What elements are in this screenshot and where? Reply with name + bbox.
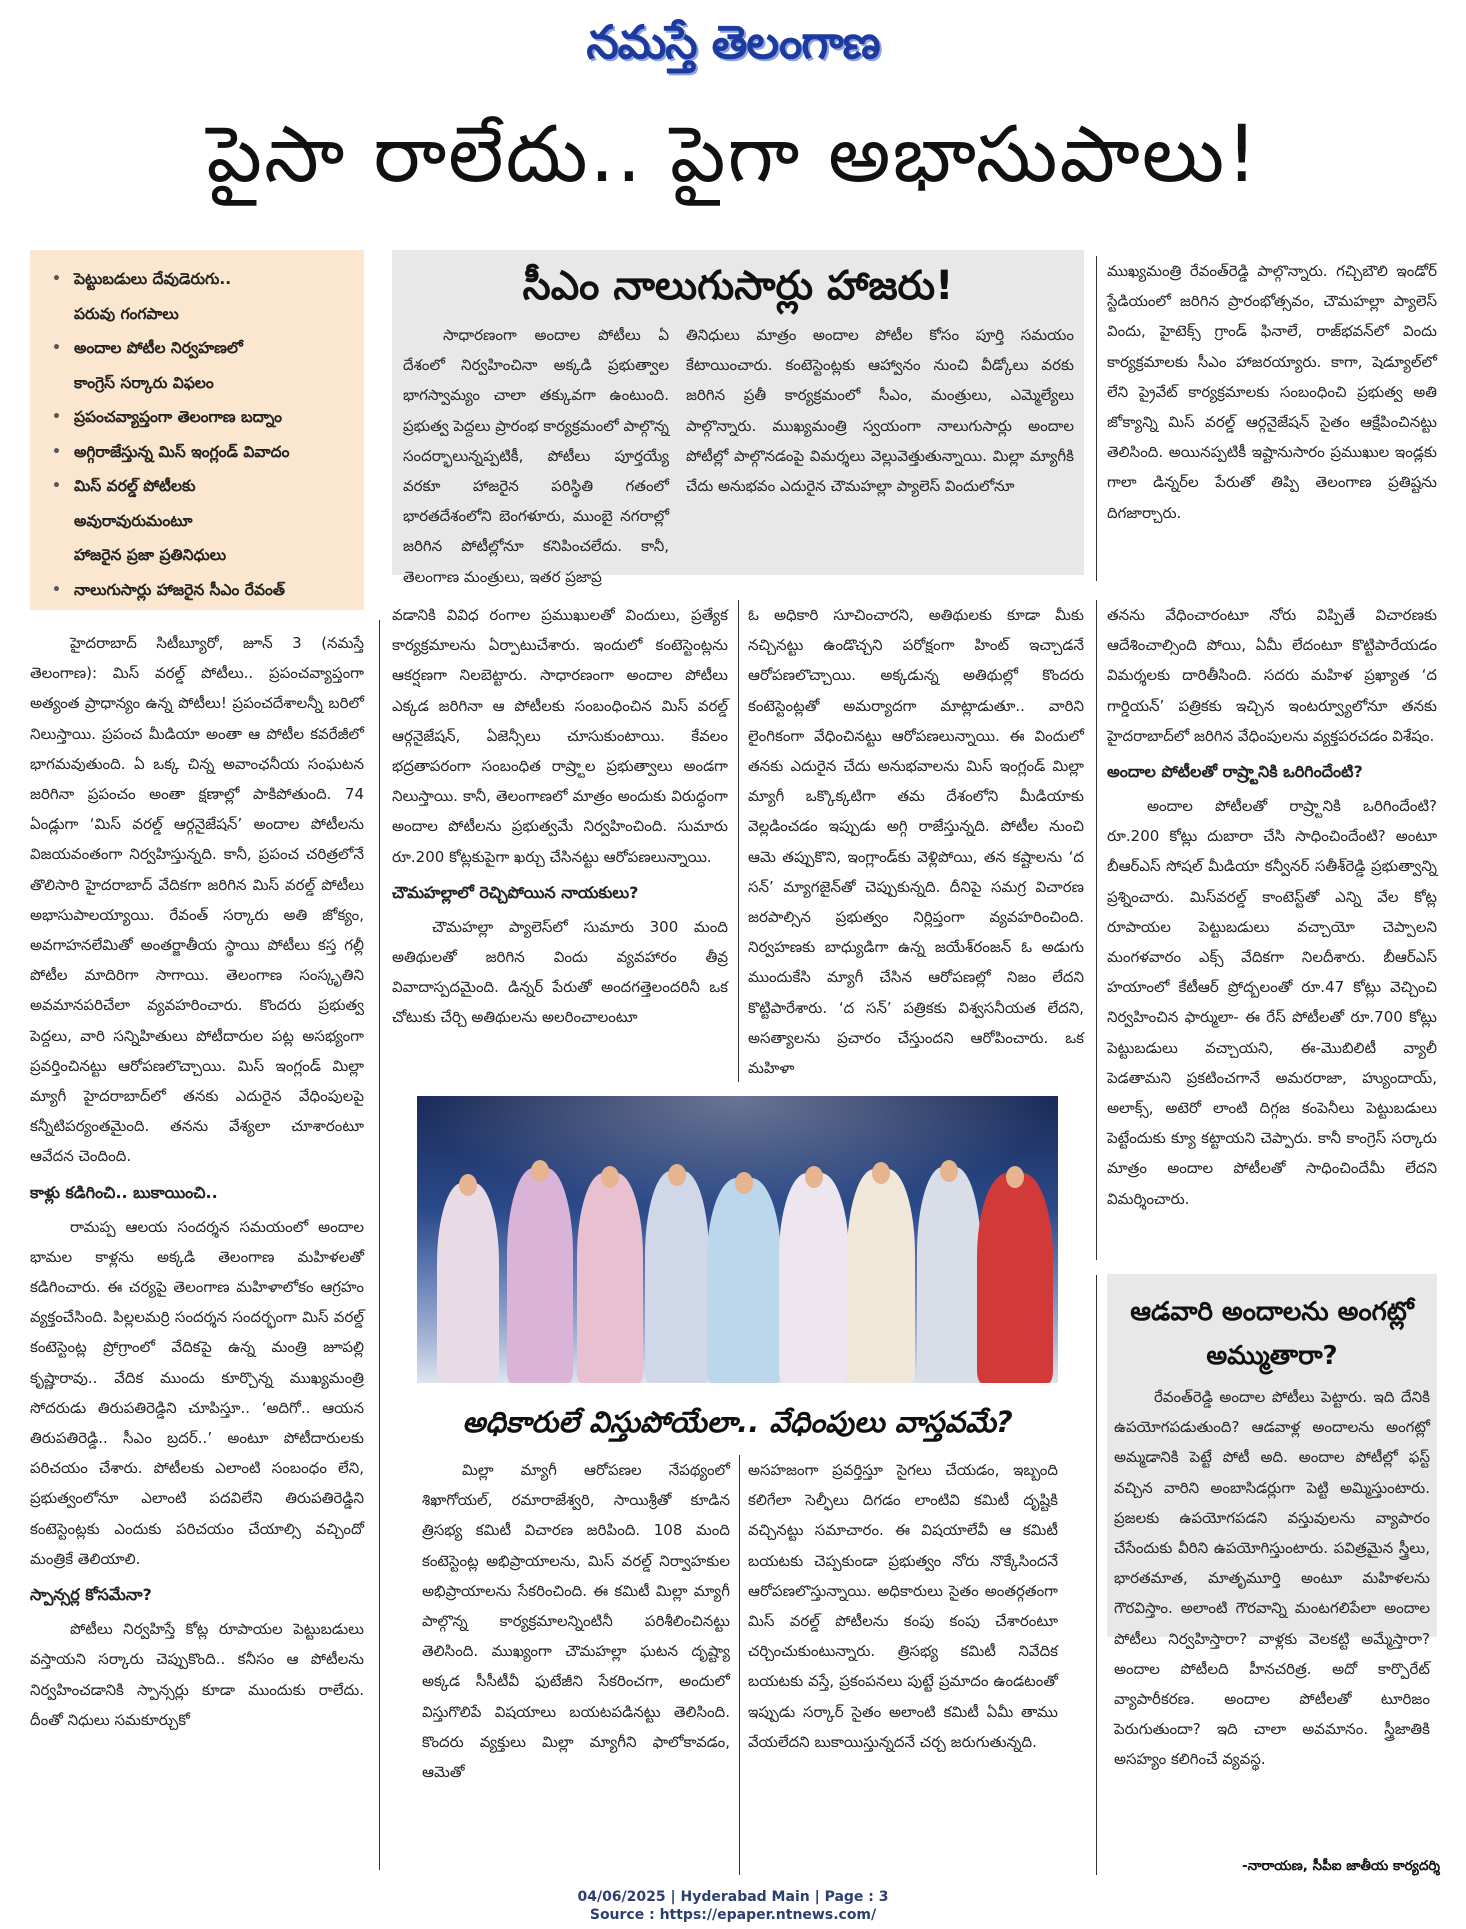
column-rule [379, 620, 380, 1870]
masthead [0, 6, 1466, 78]
top-column-2 [686, 320, 1074, 568]
contestant-head [1006, 1166, 1024, 1188]
middle-column-1 [392, 600, 728, 1082]
column-rule [1096, 256, 1097, 581]
contestant-figure [977, 1173, 1053, 1383]
footer-source-line: Source : https://epaper.ntnews.com/ [589, 1907, 877, 1923]
highlight-text: నాలుగుసార్లు హాజరైన సీఎం రేవంత్ [74, 580, 285, 599]
highlight-item [44, 400, 356, 435]
right-column-para-1: తనను వేధించారంటూ నోరు విప్పితే విచారణకు ఆదేశించాల్సింది పోయి, ఏమీ లేదంటూ కొట్టిపారేయడం విమర్శలకు దారితీసింది. సదరు మహిళ ప్రఖ్యాత ‘ద గార్డియన్’ పత్రికకు ఇచ్చిన ఇంటర్వ్యూలోనూ తనకు హైదరాబాద్‌లో జరిగిన వేధింపులను వ్యక్తపరచడం విశేషం. [1107, 606, 1437, 745]
middle-column-1-para-1: వడానికి వివిధ రంగాల ప్రముఖులతో విందులు, ప్రత్యేక కార్యక్రమాలను ఏర్పాటుచేశారు. ఇందులో కంటెస్టెంట్లను ఆకర్షణగా నిలబెట్టారు. సాధారణంగా అందాల పోటీలు ఎక్కడ జరిగినా ఆ పోటీలకు సంబంధించిన మిస్ వరల్డ్ ఆర్గనైజేషన్, ఏజెన్సీలు చూసుకుంటాయి. కేవలం భద్రతాపరంగా సంబంధిత రాష్ర్టాల ప్రభుత్వాలు అండగా నిలుస్తాయి. కానీ, తెలంగాణలో మాత్రం అందుకు విరుద్ధంగా అందాల పోటీలను ప్రభుత్వమే నిర్వహించింది. సుమారు రూ.200 కోట్లకుపైగా ఖర్చు చేసినట్టు ఆరోపణలున్నాయి. [392, 606, 728, 866]
top-column-1-text: సాధారణంగా అందాల పోటీలు ఏ దేశంలో నిర్వహించినా అక్కడి ప్రభుత్వాల భాగస్వామ్యం చాలా తక్కువగా ఉంటుంది. ప్రభుత్వ పెద్దలు ప్రారంభ కార్యక్రమంలో పాల్గొన్న సందర్భాలున్నప్పటికీ, పోటీలు పూర్తయ్యే వరకూ హాజరైన పరిస్థితి గతంలో భారతదేశంలోని బెంగళూరు, ముంబై నగరాల్లో జరిగిన పోటీల్లోనూ కనిపించలేదు. కానీ, తెలంగాణ మంత్రులు, ఇతర ప్రజాప్ర [403, 326, 669, 586]
bullet-icon: • [52, 340, 61, 356]
highlight-text: పరువు గంగపాలు [74, 304, 179, 323]
highlight-text: అగ్గిరాజేస్తున్న మిస్ ఇంగ్లండ్ వివాదం [74, 442, 290, 461]
left-column-subhead-2: కాళ్లు కడిగించి.. బుకాయించి.. [30, 1182, 218, 1202]
quote-signature: -నారాయణ, సీపీఐ జాతీయ కార్యదర్శి [1242, 1858, 1440, 1874]
bullet-icon: • [52, 409, 61, 425]
highlight-item [44, 573, 356, 608]
highlight-item [44, 469, 356, 504]
right-column-para-2: అందాల పోటీలతో రాష్ర్టానికి ఒరిగిందేంటి? రూ.200 కోట్లు దుబారా చేసి సాధించిందేంటి? అంటూ బీఆర్ఎస్ సోషల్ మీడియా కన్వీనర్ సతీశ్‌రెడ్డి ప్రభుత్వాన్ని ప్రశ్నించారు. మిస్‌వరల్డ్ కాంటెస్ట్‌తో ఎన్ని వేల కోట్ల రూపాయల పెట్టుబడులు వచ్చాయో చెప్పాలని మంగళవారం ఎక్స్ వేదికగా నిలదీశారు. బీఆర్ఎస్ హయాంలో కేటీఆర్ ప్రోద్బలంతో రూ.47 కోట్లు వెచ్చించి నిర్వహించిన ఫార్ములా- ఈ రేస్ పోటీలతో రూ.700 కోట్లు పెట్టుబడులు వచ్చాయని, ఈ-మొబిలిటీ వ్యాలీ పెడతామని ప్రకటించగానే అమరరాజా, హ్యుందాయ్, అలాక్స్, అటెరో లాంటి దిగ్గజ కంపెనీలు పెట్టుబడులు పెట్టేందుకు క్యూ కట్టాయని చెప్పారు. కానీ కాంగ్రెస్ సర్కారు మాత్రం అందాల పోటీలతో సాధించిందేమీ లేదని విమర్శించారు. [1107, 797, 1437, 1208]
left-column-para-2: రామప్ప ఆలయ సందర్శన సమయంలో అందాల భామల కాళ్లను అక్కడి తెలంగాణ మహిళలతో కడిగించారు. ఈ చర్యపై తెలంగాణ మహిళాలోకం ఆగ్రహం వ్యక్తంచేసింది. పిల్లలమర్రి సందర్శన సందర్భంగా మిస్ వరల్డ్ కంటెస్టెంట్ల ప్రోగ్రాంలో వేదికపై ఉన్న మంత్రి జూపల్లి కృష్ణారావు.. వేదిక ముందు కూర్చొన్న ముఖ్యమంత్రి సోదరుడు తిరుపతిరెడ్డిని చూపిస్తూ.. ‘అదిగో.. ఆయన తిరుపతిరెడ్డి.. సీఎం బ్రదర్..’ అంటూ పోటీదారులకు పరిచయం చేశారు. పోటీలకు ఎలాంటి సంబంధం లేని, ప్రభుత్వంలోనూ ఎలాంటి పదవిలేని తిరుపతిరెడ్డిని కంటెస్టెంట్లకు ఎందుకు పరిచయం చేయాల్సి వచ్చిందో మంత్రికే తెలియాలి. [30, 1217, 364, 1568]
bottom-column-2-text: అసహజంగా ప్రవర్తిస్తూ సైగలు చేయడం, ఇబ్బంది కలిగేలా సెల్ఫీలు దిగడం లాంటివి కమిటీ దృష్టికి వచ్చినట్టు సమాచారం. ఈ విషయాలేవీ ఆ కమిటీ బయటకు చెప్పకుండా ప్రభుత్వం నోరు నొక్కేసిందనే ఆరోపణలొస్తున్నాయి. అధికారులు సైతం అంతర్గతంగా మిస్ వరల్డ్ పోటీలను కంపు కంపు చేశారంటూ చర్చించుకుంటున్నారు. త్రిసభ్య కమిటీ నివేదిక బయటకు వస్తే, ప్రకంపనలు పుట్టే ప్రమాదం ఉండటంతో ఇప్పుడు సర్కార్ సైతం అలాంటి కమిటీ ఏమీ తాము వేయలేదని బుకాయిస్తున్నదనే చర్చ జరుగుతున్నది. [748, 1461, 1058, 1751]
highlights-list [44, 262, 356, 607]
highlight-text: కాంగ్రెస్ సర్కారు విఫలం [74, 373, 214, 392]
left-column-subhead-3: స్పాన్సర్ల కోసమేనా? [30, 1585, 152, 1605]
top-column-2-text: తినిధులు మాత్రం అందాల పోటీల కోసం పూర్తి సమయం కేటాయించారు. కంటెస్టెంట్లకు ఆహ్వానం నుంచి వీడ్కోలు వరకు జరిగిన ప్రతీ కార్యక్రమంలో సీఎం, మంత్రులు, ఎమ్మెల్యేలు పాల్గొన్నారు. ముఖ్యమంత్రి స్వయంగా నాలుగుసార్లు అందాల పోటీల్లో పాల్గొనడంపై విమర్శలు వెల్లువెత్తుతున్నాయి. మిల్లా మ్యాగీకి చేదు అనుభవం ఎదురైన చౌమహల్లా ప్యాలెస్ విందులోనూ [686, 326, 1074, 496]
column-rule [1096, 1275, 1097, 1875]
contestant-figure [577, 1173, 643, 1383]
contestant-figure [507, 1168, 573, 1383]
highlight-text: అవురావురుమంటూ [74, 511, 193, 530]
bullet-icon: • [52, 271, 61, 287]
right-column-subhead: అందాల పోటీలతో రాష్ర్టానికి ఒరిగిందేంటి? [1107, 762, 1363, 782]
subhead-main: సీఎం నాలుగుసార్లు హాజరు! [522, 263, 954, 309]
highlight-text: అందాల పోటీల నిర్వహణలో [74, 339, 243, 357]
highlight-text: పెట్టుబడులు దేవుడెరుగు.. [74, 270, 232, 288]
contestant-figure [779, 1173, 849, 1383]
right-column [1107, 600, 1437, 1260]
highlight-item [44, 538, 356, 573]
highlight-item [44, 297, 356, 332]
left-column-para-3: పోటీలు నిర్వహిస్తే కోట్ల రూపాయల పెట్టుబడులు వస్తాయని సర్కారు చెప్పుకొంది.. కనీసం ఆ పోటీలను నిర్వహించడానికి స్పాన్సర్లు కూడా ముందుకు రాలేదు. దీంతో నిధులు సమకూర్చుకో [30, 1620, 364, 1729]
contestant-head [531, 1160, 549, 1182]
masthead-logo-text: నమస్తే తెలంగాణ [586, 15, 880, 69]
quote-box-body [1114, 1382, 1430, 1872]
bottom-column-1-text: మిల్లా మ్యాగీ ఆరోపణల నేపథ్యంలో శిఖాగోయల్, రమారాజేశ్వరి, సాయిశ్రీతో కూడిన త్రిసభ్య కమిటీ విచారణ జరిపింది. 108 మంది కంటెస్టెంట్ల అభిప్రాయాలను, మిస్ వరల్డ్ నిర్వాహకుల అభిప్రాయాలను సేకరించింది. ఈ కమిటీ మిల్లా మ్యాగీ పాల్గొన్న కార్యక్రమాలన్నింటినీ పరిశీలించినట్టు తెలిసింది. ముఖ్యంగా చౌమహల్లా ఘటన దృష్ట్యా అక్కడ సీసీటీవీ ఫుటేజీని సేకరించగా, అందులో విస్తుగొలిపే విషయాలు బయటపడినట్టు తెలిసింది. కొందరు వ్యక్తులు మిల్లా మ్యాగీని ఫాలోకావడం, ఆమెతో [422, 1461, 730, 1782]
column-rule [739, 1455, 740, 1875]
column-rule [738, 600, 739, 1082]
contestant-figure [645, 1171, 709, 1383]
highlights-box [30, 250, 364, 610]
contestant-head [805, 1166, 823, 1188]
bullet-icon: • [52, 443, 61, 460]
contestant-figure [847, 1169, 915, 1383]
contestant-head [668, 1164, 686, 1186]
left-column [30, 628, 364, 1870]
quote-box-title: ఆడవారి అందాలను అంగట్లో అమ్ముతారా? [1130, 1297, 1414, 1371]
top-column-1 [403, 320, 669, 586]
middle-column-2-text: ఓ అధికారి సూచించారని, అతిథులకు కూడా మీకు నచ్చినట్టు ఉండొచ్చని పరోక్షంగా హింట్ ఇచ్చాడనే ఆరోపణలొచ్చాయి. అక్కడున్న అతిథుల్లో కొందరు కంటెస్టెంట్లతో అమర్యాదగా మాట్లాడుతూ.. వారిని లైంగికంగా వేధించినట్టు ఆరోపణలున్నాయి. ఈ విందులో తనకు ఎదురైన చేదు అనుభవాలను మిస్ ఇంగ్లండ్ మిల్లా మ్యాగీ ఒక్కొక్కటిగా తమ దేశంలోని మీడియాకు వెల్లడించడం ఇప్పుడు అగ్గి రాజేస్తున్నది. పోటీల నుంచి ఆమె తప్పుకొని, ఇంగ్లాండ్‌కు వెళ్లిపోయి, తన కష్టాలను ‘ద సన్’ మ్యాగజైన్‌తో చెప్పుకున్నది. దీనిపై సమగ్ర విచారణ జరపాల్సిన ప్రభుత్వం నిర్లిప్తంగా వ్యవహరించింది. నిర్వహణకు బాధ్యుడిగా ఉన్న జయేశ్‌రంజన్ ఓ అడుగు ముందుకేసి మ్యాగీ చేసిన ఆరోపణల్లో నిజం లేదని కొట్టిపారేశారు. ‘ద సన్’ పత్రికకు విశ్వసనీయత లేదని, అసత్యాలను ప్రచారం చేస్తుందని ఆరోపించారు. ఒక మహిళా [748, 606, 1084, 1078]
highlight-item [44, 366, 356, 401]
left-column-para-1: హైదరాబాద్ సిటీబ్యూరో, జూన్ 3 (నమస్తే తెలంగాణ): మిస్ వరల్డ్ పోటీలు.. ప్రపంచవ్యాప్తంగా అత్యంత ప్రాధాన్యం ఉన్న పోటీలు! ప్రపంచదేశాలన్నీ బరిలో నిలుస్తాయి. ప్రపంచ మీడియా అంతా ఆ పోటీల కవరేజీలో భాగమవుతుంది. ఏ ఒక్క చిన్న అవాంఛనీయ సంఘటన జరిగినా ప్రపంచం అంతా క్షణాల్లో పాకిపోతుంది. 74 ఏండ్లుగా ‘మిస్ వరల్డ్ ఆర్గనైజేషన్’ అందాల పోటీలను విజయవంతంగా నిర్వహిస్తున్నది. కానీ, ప్రపంచ చరిత్రలోనే తొలిసారి హైదరాబాద్ వేదికగా జరిగిన మిస్ వరల్డ్ పోటీలు అభాసుపాలయ్యాయి. రేవంత్ సర్కారు అతి జోక్యం, అవగాహనలేమితో అంతర్జాతీయ స్థాయి పోటీలు కస్త గల్లీ పోటీల మాదిరిగా సాగాయి. తెలంగాణ సంస్కృతిని అవమానపరిచేలా వ్యవహరించారు. కొందరు ప్రభుత్వ పెద్దలు, వారి సన్నిహితులు పోటీదారుల పట్ల అసభ్యంగా ప్రవర్తించినట్టు ఆరోపణలొచ్చాయి. మిస్ ఇంగ్లండ్ మిల్లా మ్యాగీ హైదరాబాద్‌లో తనకు ఎదురైన వేధింపులపై కన్నీటిపర్యంతమైంది. తనను వేశ్యలా చూశారంటూ ఆవేదన చెందింది. [30, 634, 364, 1166]
headline: పైసా రాలేదు.. పైగా అభాసుపాలు! [206, 110, 1260, 200]
footer [0, 1888, 1466, 1924]
quote-body-text: రేవంత్‌రెడ్డి అందాల పోటీలు పెట్టారు. ఇది దేనికి ఉపయోగపడుతుంది? ఆడవాళ్ల అందాలను అంగట్లో అమ్మడానికి పెట్టే పోటీ అది. అందాల పోటీల్లో ఫస్ట్ వచ్చిన వారిని అంబాసిడర్లుగా పెట్టి అమ్మిస్తుంటారు. ప్రజలకు ఉపయోగపడని వస్తువులను వ్యాపారం చేసేందుకు వీరిని ఉపయోగిస్తుంటారు. పవిత్రమైన స్త్రీలు, భారతమాత, మాతృమూర్తి అంటూ మహిళలను గౌరవిస్తాం. అలాంటి గౌరవాన్ని మంటగలిపేలా అందాల పోటీలు నిర్వహిస్తారా? వాళ్లకు వెలకట్టి అమ్మేస్తారా? అందాల పోటీలది హీనచరిత్ర. అదో కార్పొరేట్ వ్యాపారీకరణ. అందాల పోటీలతో టూరిజం పెరుగుతుందా? ఇది చాలా అవమానం. స్త్రీజాతికి అసహ్యం కలిగించే వ్యవస్థ. [1114, 1388, 1430, 1769]
highlight-item [44, 504, 356, 539]
photo-caption-headline: అధికారులే విస్తుపోయేలా.. వేధింపులు వాస్తవమే? [462, 1405, 1013, 1439]
column-rule [1096, 600, 1097, 1260]
top-column-3 [1107, 256, 1437, 578]
highlight-item [44, 331, 356, 366]
pageant-stage-photo [417, 1096, 1058, 1383]
middle-column-1-para-2: చౌమహల్లా ప్యాలెస్‌లో సుమారు 300 మంది అతిథులతో జరిగిన విందు వ్యవహారం తీవ్ర వివాదాస్పదమైంది. డిన్నర్ పేరుతో అందగత్తెలందరినీ ఒక చోటుకు చేర్చి అతిథులను అలరించాలంటూ [392, 917, 728, 1027]
bottom-column-2 [748, 1455, 1058, 1875]
contestant-head [459, 1174, 477, 1196]
middle-column-2 [748, 600, 1084, 1082]
contestant-figure [707, 1178, 781, 1383]
top-column-3-text: ముఖ్యమంత్రి రేవంత్‌రెడ్డి పాల్గొన్నారు. గచ్చిబౌలి ఇండోర్ స్టేడియంలో జరిగిన ప్రారంభోత్సవం, చౌమహల్లా ప్యాలెస్ విందు, హైటెక్స్ గ్రాండ్ ఫినాలే, రాజ్‌భవన్‌లో విందు కార్యక్రమాలకు సీఎం హాజరయ్యారు. కాగా, షెడ్యూల్‌లో లేని ప్రైవేట్ కార్యక్రమాలకు సంబంధించి ప్రభుత్వ అతి జోక్యాన్ని మిస్ వరల్డ్ ఆర్గనైజేషన్ సైతం ఆక్షేపించినట్టు తెలిసింది. అయినప్పటికీ ఇష్టానుసారం ప్రముఖుల ఇండ్లకు గాలా డిన్నర్‌ల పేరుతో తిప్పి తెలంగాణ ప్రతిష్టను దిగజార్చారు. [1107, 262, 1437, 522]
bullet-icon: • [52, 478, 61, 494]
bottom-column-1 [422, 1455, 730, 1875]
contestant-figure [437, 1183, 499, 1383]
middle-column-1-subhead: చౌమహల్లాలో రెచ్చిపోయిన నాయకులు? [392, 882, 639, 902]
contestant-head [735, 1172, 753, 1194]
highlight-item [44, 435, 356, 470]
highlight-item [44, 262, 356, 297]
highlight-text: హాజరైన ప్రజా ప్రతినిధులు [74, 546, 227, 564]
highlight-text: ప్రపంచవ్యాప్తంగా తెలంగాణ బద్నాం [74, 408, 282, 426]
footer-date-line: 04/06/2025 | Hyderabad Main | Page : 3 [577, 1889, 889, 1905]
contestant-figure [917, 1167, 981, 1383]
highlight-text: మిస్ వరల్డ్ పోటీలకు [74, 477, 196, 495]
bullet-icon: • [52, 581, 61, 598]
contestant-head [940, 1160, 958, 1182]
contestant-head [872, 1162, 890, 1184]
contestant-head [601, 1166, 619, 1188]
